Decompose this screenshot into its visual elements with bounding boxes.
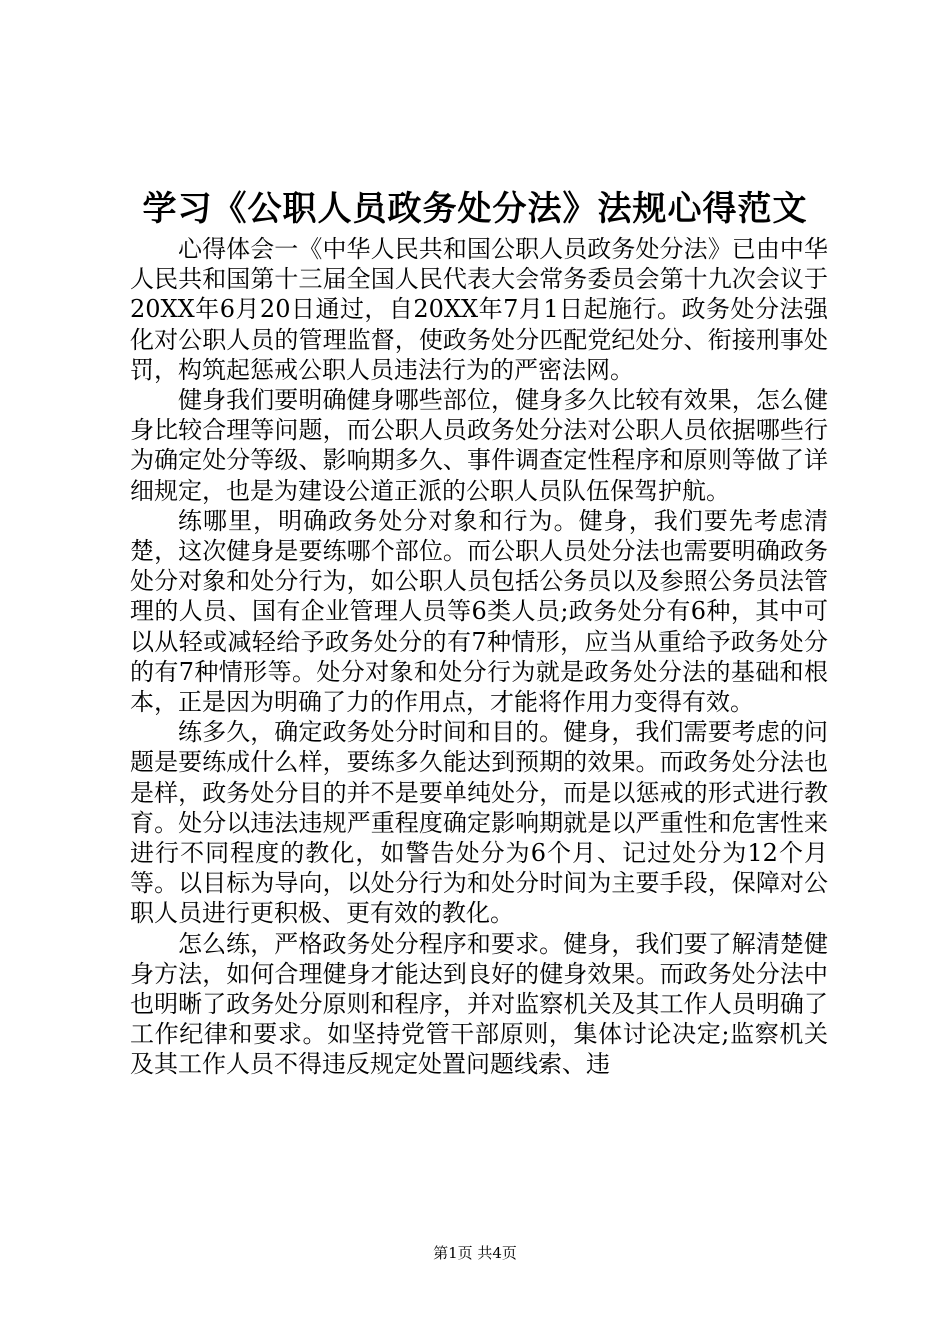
page-number-footer: 第1页 共4页 — [433, 1244, 517, 1262]
paragraph-3: 练哪里，明确政务处分对象和行为。健身，我们要先考虑清楚，这次健身是要练哪个部位。而公职人员处分法也需要明确政务处分对象和处分行为，如公职人员包括公务员以及参照公务员法管理的人员、国有企业管理人员等6类人员;政务处分有6种，其中可以从轻或减轻给予政务处分的有7种情形，应当从重给予政务处分的有7种情形等。处分对象和处分行为就是政务处分法的基础和根本，正是因为明确了力的作用点，才能将作用力变得有效。 — [130, 506, 828, 717]
paragraph-4: 练多久，确定政务处分时间和目的。健身，我们需要考虑的问题是要练成什么样，要练多久能达到预期的效果。而政务处分法也是样，政务处分目的并不是要单纯处分，而是以惩戒的形式进行教育。处分以违法违规严重程度确定影响期就是以严重性和危害性来进行不同程度的教化，如警告处分为6个月、记过处分为12个月等。以目标为导向，以处分行为和处分时间为主要手段，保障对公职人员进行更积极、更有效的教化。 — [130, 718, 828, 928]
paragraph-1: 心得体会一《中华人民共和国公职人员政务处分法》已由中华人民共和国第十三届全国人民代表大会常务委员会第十九次会议于20XX年6月20日通过，自20XX年7月1日起施行。政务处分法强化对公职人员的管理监督，使政务处分匹配党纪处分、衔接刑事处罚，构筑起惩戒公职人员违法行为的严密法网。 — [130, 235, 828, 384]
paragraph-2: 健身我们要明确健身哪些部位，健身多久比较有效果，怎么健身比较合理等问题，而公职人员政务处分法对公职人员依据哪些行为确定处分等级、影响期多久、事件调查定性程序和原则等做了详细规定，也是为建设公道正派的公职人员队伍保驾护航。 — [130, 386, 828, 505]
paragraph-5: 怎么练，严格政务处分程序和要求。健身，我们要了解清楚健身方法，如何合理健身才能达到良好的健身效果。而政务处分法中也明晰了政务处分原则和程序，并对监察机关及其工作人员明确了工作纪律和要求。如坚持党管干部原则，集体讨论决定;监察机关及其工作人员不得违反规定处置问题线索、违 — [130, 929, 828, 1079]
document-body — [130, 234, 828, 1080]
document-title: 学习《公职人员政务处分法》法规心得范文 — [142, 189, 808, 229]
